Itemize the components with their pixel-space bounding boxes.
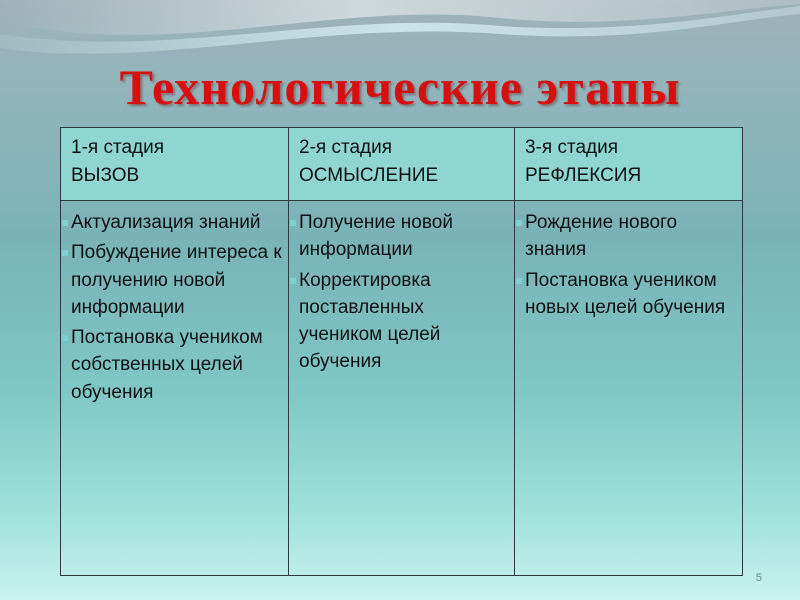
table-header-row xyxy=(61,128,743,201)
header-stage-1-number: 1-я стадия xyxy=(71,137,165,158)
list-item-text: Побуждение интереса к получению новой информации xyxy=(71,242,282,318)
header-stage-2 xyxy=(289,128,515,201)
list-item-text: Постановка учеником собственных целей обучения xyxy=(71,327,263,403)
stage-2-cell xyxy=(289,201,515,576)
stage-1-cell xyxy=(61,201,289,576)
list-item-text: Получение новой информации xyxy=(299,212,453,261)
header-stage-1 xyxy=(61,128,289,201)
stage-2-list xyxy=(289,209,508,376)
list-item xyxy=(61,239,282,321)
list-item-text: Корректировка поставленных учеником целей обучения xyxy=(299,269,441,373)
list-item xyxy=(61,324,282,406)
page-number: 5 xyxy=(755,572,762,584)
slide-title: Технологические этапы xyxy=(119,59,681,115)
bullet-square-icon xyxy=(62,220,68,226)
bullet-square-icon xyxy=(62,250,68,256)
stages-table xyxy=(60,127,743,576)
header-stage-3-name: РЕФЛЕКСИЯ xyxy=(525,165,642,186)
header-stage-1-name: ВЫЗОВ xyxy=(71,165,140,186)
stage-1-list xyxy=(61,209,282,406)
bullet-square-icon xyxy=(516,278,522,284)
list-item xyxy=(515,267,736,322)
list-item-text: Постановка учеником новых целей обучения xyxy=(525,269,726,318)
list-item xyxy=(289,209,508,264)
table-body-row xyxy=(61,201,743,576)
bullet-square-icon xyxy=(62,335,68,341)
header-stage-2-number: 2-я стадия xyxy=(299,137,393,158)
list-item xyxy=(61,209,282,236)
header-stage-3-number: 3-я стадия xyxy=(525,137,619,158)
list-item xyxy=(289,267,508,376)
bullet-square-icon xyxy=(290,278,296,284)
list-item xyxy=(515,209,736,264)
list-item-text: Актуализация знаний xyxy=(71,212,261,233)
bullet-square-icon xyxy=(290,220,296,226)
stage-3-cell xyxy=(515,201,743,576)
header-stage-2-name: ОСМЫСЛЕНИЕ xyxy=(299,165,439,186)
bullet-square-icon xyxy=(516,220,522,226)
header-stage-3 xyxy=(515,128,743,201)
stage-3-list xyxy=(515,209,736,321)
list-item-text: Рождение нового знания xyxy=(525,212,678,261)
